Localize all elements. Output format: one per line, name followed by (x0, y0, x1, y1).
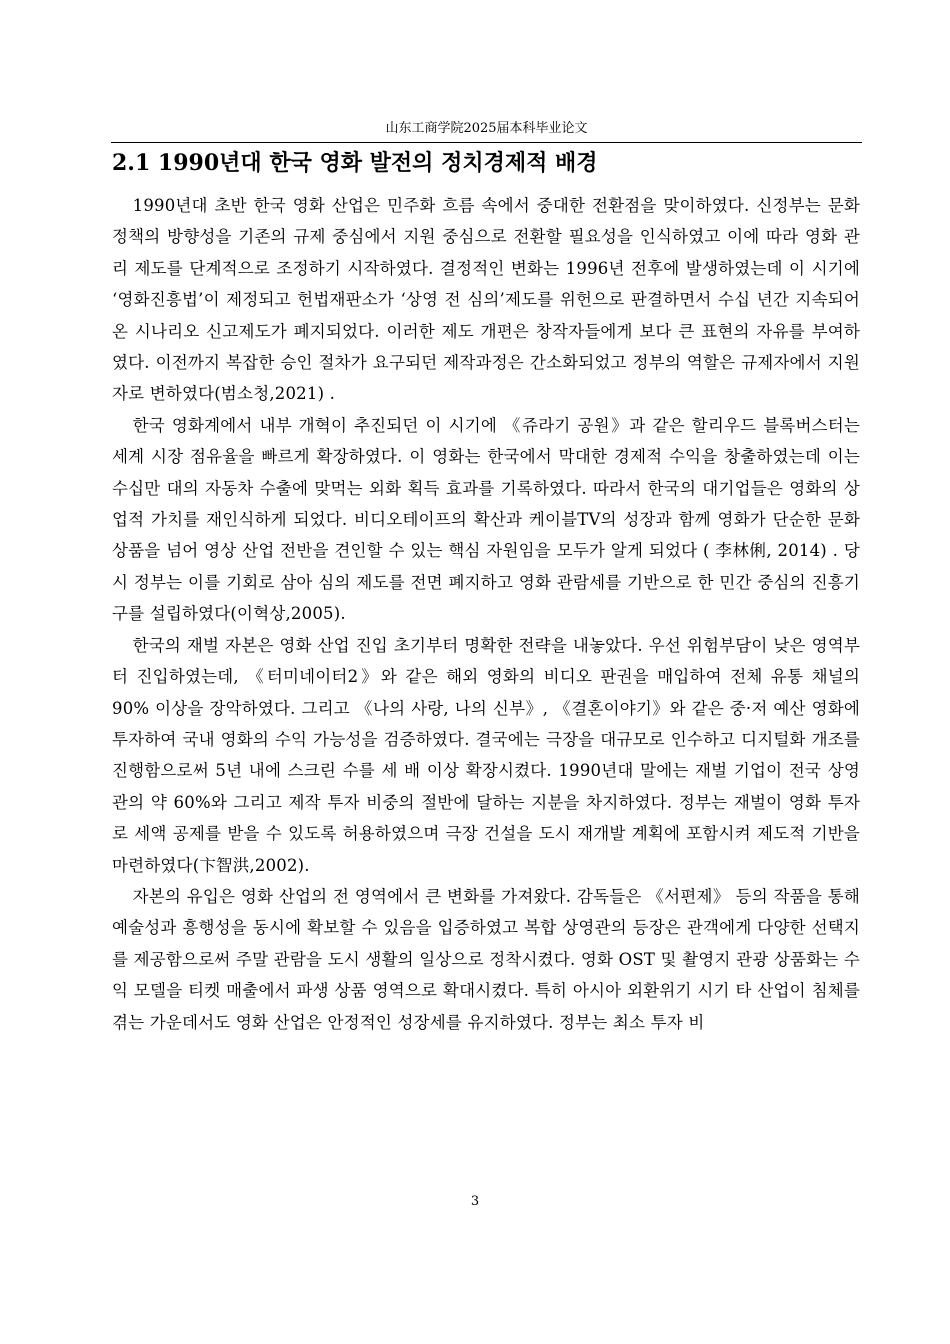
body-text (112, 190, 860, 1038)
header-rule (111, 142, 862, 143)
paragraph-4: 자본의 유입은 영화 산업의 전 영역에서 큰 변화를 가져왔다. 감독들은 《서편제》 등의 작품을 통해 예술성과 흥행성을 동시에 확보할 수 있음을 입증하였고 복합 상영관의 등장은 관객에게 다양한 선택지를 제공함으로써 주말 관람을 도시 생활의 일상으로 정착시켰다. 영화 OST 및 촬영지 관광 상품화는 수익 모델을 티켓 매출에서 파생 상품 영역으로 확대시켰다. 특히 아시아 외환위기 시기 타 산업이 침체를 겪는 가운데서도 영화 산업은 안정적인 성장세를 유지하였다. 정부는 최소 투자 비 (112, 886, 860, 1032)
page-number: 3 (470, 1194, 480, 1209)
paragraph-1: 1990년대 초반 한국 영화 산업은 민주화 흐름 속에서 중대한 전환점을 맞이하였다. 신정부는 문화 정책의 방향성을 기존의 규제 중심에서 지원 중심으로 전환할 필요성을 인식하였고 이에 따라 영화 관리 제도를 단계적으로 조정하기 시작하였다. 결정적인 변화는 1996년 전후에 발생하였는데 이 시기에 ‘영화진흥법’이 제정되고 헌법재판소가 ‘상영 전 심의’제도를 위헌으로 판결하면서 수십 년간 지속되어 온 시나리오 신고제도가 폐지되었다. 이러한 제도 개편은 창작자들에게 보다 큰 표현의 자유를 부여하였다. 이전까지 복잡한 승인 절차가 요구되던 제작과정은 간소화되었고 정부의 역할은 규제자에서 지원자로 변하였다(범소청,2021) . (112, 196, 860, 404)
paragraph-2: 한국 영화계에서 내부 개혁이 추진되던 이 시기에 《쥬라기 공원》과 같은 할리우드 블록버스터는 세계 시장 점유율을 빠르게 확장하였다. 이 영화는 한국에서 막대한 경제적 수익을 창출하였는데 이는 수십만 대의 자동차 수출에 맞먹는 외화 획득 효과를 기록하였다. 따라서 한국의 대기업들은 영화의 상업적 가치를 재인식하게 되었다. 비디오테이프의 확산과 케이블TV의 성장과 함께 영화가 단순한 문화 상품을 넘어 영상 산업 전반을 견인할 수 있는 핵심 자원임을 모두가 알게 되었다 ( 李林俐, 2014) . 당시 정부는 이를 기회로 삼아 심의 제도를 전면 폐지하고 영화 관람세를 기반으로 한 민간 중심의 진흥기구를 설립하였다(이혁상,2005). (112, 415, 860, 624)
running-header: 山东工商学院2025届本科毕业论文 (385, 121, 588, 136)
paragraph-3: 한국의 재벌 자본은 영화 산업 진입 초기부터 명확한 전략을 내놓았다. 우선 위험부담이 낮은 영역부터 진입하였는데, 《터미네이터2》와 같은 해외 영화의 비디오 판권을 매입하여 전체 유통 채널의 90% 이상을 장악하였다. 그리고 《나의 사랑, 나의 신부》, 《결혼이야기》와 같은 중·저 예산 영화에 투자하여 국내 영화의 수익 가능성을 검증하였다. 결국에는 극장을 대규모로 인수하고 디지털화 개조를 진행함으로써 5년 내에 스크린 수를 세 배 이상 확장시켰다. 1990년대 말에는 재벌 기업이 전국 상영관의 약 60%와 그리고 제작 투자 비중의 절반에 달하는 지분을 차지하였다. 정부는 재벌이 영화 투자로 세액 공제를 받을 수 있도록 허용하였으며 극장 건설을 도시 재개발 계획에 포함시켜 제도적 기반을 마련하였다(卞智洪,2002). (112, 635, 860, 875)
section-title: 2.1 1990년대 한국 영화 발전의 정치경제적 배경 (112, 150, 598, 176)
